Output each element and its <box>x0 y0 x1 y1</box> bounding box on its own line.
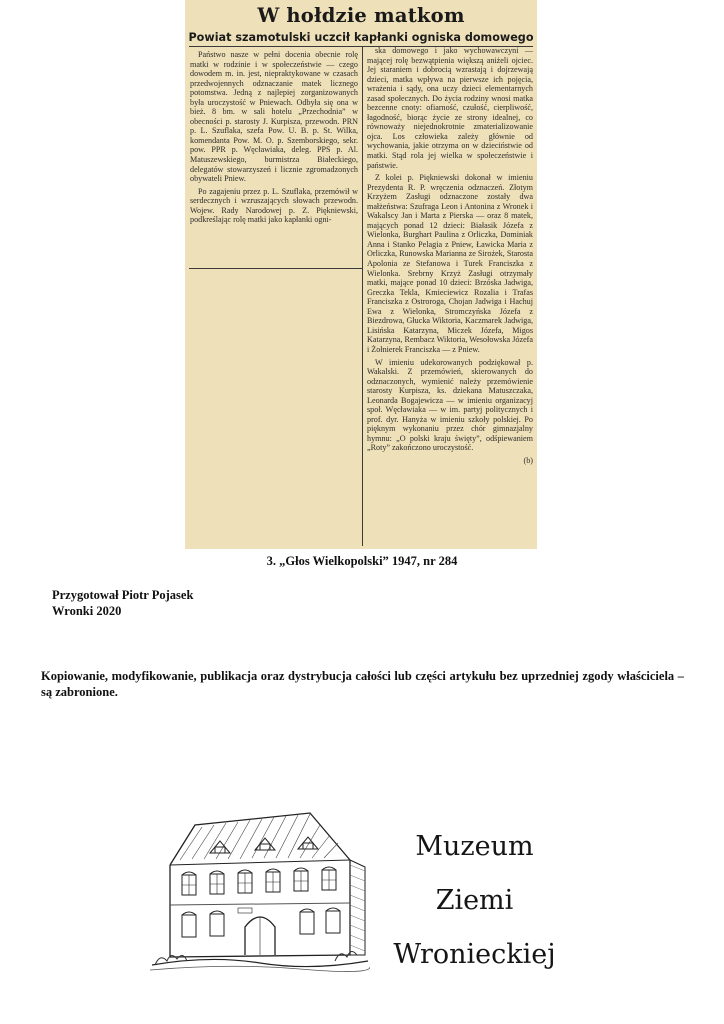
place-year: Wronki 2020 <box>52 604 122 618</box>
author-line: Przygotował Piotr Pojasek <box>52 588 194 602</box>
clipping-headline: W hołdzie matkom <box>257 4 465 27</box>
clipping-right-column <box>367 46 533 469</box>
article-paragraph: Z kolei p. Piękniewski dokonał w imieniu Prezydenta R. P. wręczenia odznaczeń. Złotym Krzyżem Zasługi odznaczone zostały dwa małżeństwa: Szufraga Leon i Antonina z Wronek i Wakalscy Jan i Marta z Pierska — oraz 8 matek, mających ponad 12 dzieci: Białasik Józefa z Wielonka, Burghart Paulina z Orliczka, Dominiak Anna i Stanko Pelagia z Pniew, Ławicka Maria z Orliczka, Runowska Marianna ze Sirożek, Starosta Apolonia ze Stefanowa i Turek Franciszka z Wielonka. Srebrny Krzyż Zasługi otrzymały matki, mające ponad 10 dzieci: Brzóska Jadwiga, Greczka Tekla, Kmieciewicz Rozalia i Trafas Franciszka z Ostroroga, Chojan Jadwiga i Hachuj Ewa z Wielonka, Stromczyńska Józefa z Biezdrowa, Głucka Wiktoria, Kaczmarek Jadwiga, Lisińska Katarzyna, Miczek Józefa, Migos Katarzyna, Rembacz Wiktoria, Wesołowska Józefa i Żołnierek Franciszka — z Pniew. <box>367 173 533 354</box>
museum-name-line: Wronieckiej <box>393 939 556 970</box>
copyright-notice: Kopiowanie, modyfikowanie, publikacja oraz dystrybucja całości lub części artykułu bez uprzedniej zgody właściciela – są zabronione. <box>41 669 684 699</box>
article-paragraph: Państwo nasze w pełni docenia obecnie rolę matki w rodzinie i w społeczeństwie — czego dowodem m. in. jest, niepraktykowane w czasach przedwojennych odznaczanie matek licznego potomstwa. Jedną z najlepiej zorganizowanych była uroczystość w Pniewach. Odbyła się ona w bież. 8 bm. w sali hotelu „Przechodnia” w obecności p. starosty J. Kurpisza, przewodn. PRN p. L. Szuflaka, szefa Pow. U. B. p. St. Wilka, komendanta Pow. M. O. p. Szemborskiego, sekr. pow. PPR p. Węcławiaka, deleg. PPS p. Al. Matuszewskiego, burmistrza Białeckiego, delegatów stowarzyszeń i licznie zgromadzonych obywateli Pniew. <box>190 50 358 184</box>
museum-name-line: Muzeum <box>415 831 534 862</box>
article-paragraph: ska domowego i jako wychowawczyni — mającej rolę bezwątpienia większą aniżeli ojciec. Jej staraniem i dobrocią wzrastają i dojrzewają dzieci, matka wpływa na pierwsze ich pojęcia, wrażenia i sądy, ona uczy dzieci elementarnych zasad społecznych. Do życia rodziny wnosi matka bezcenne cnoty: ofiarność, czułość, cierpliwość, łagodność, biorąc życie ze strony idealnej, co równoważy niejednokrotnie zmaterializowanie ojca. Los człowieka zależy głównie od wychowania, jakie otrzyma on w dzieciństwie od matki. Stąd rola jej wielka w społeczeństwie i państwie. <box>367 46 533 170</box>
newspaper-clipping <box>185 0 537 549</box>
left-column-end-rule <box>189 268 362 269</box>
article-paragraph: Po zagajeniu przez p. L. Szuflaka, przemówił w serdecznych i wzruszających słowach przewodn. Wojew. Rady Narodowej p. Z. Piękniewski, podkreślając rolę matki jako kapłanki ogni- <box>190 186 358 225</box>
article-paragraph: W imieniu udekorowanych podziękował p. Wakalski. Z przemówień, skierowanych do odznaczonych, wymienić należy przemówienie starosty Kurpisza, ks. dziekana Matuszczaka, Leonarda Bogajewicza — w imieniu organizacyj społ. Węcławiaka — w im. partyj politycznych i prof. dyr. Hanyża w imieniu szkoły polskiej. Po pięknym wykonaniu przez chór gimnazjalny hymnu: „O polski kraju święty”, odśpiewaniem „Roty” zakończono uroczystość. <box>367 357 533 453</box>
column-divider <box>362 46 363 546</box>
museum-name-logo <box>382 820 567 982</box>
article-signature: (b) <box>523 455 533 465</box>
museum-name-line: Ziemi <box>435 885 514 916</box>
clipping-subheadline: Powiat szamotulski uczcił kapłanki ogniska domowego <box>188 31 534 44</box>
figure-caption: 3. „Głos Wielkopolski” 1947, nr 284 <box>266 554 458 568</box>
author-block <box>52 587 193 619</box>
clipping-left-column <box>190 50 358 228</box>
museum-building-sketch-icon <box>150 805 370 975</box>
